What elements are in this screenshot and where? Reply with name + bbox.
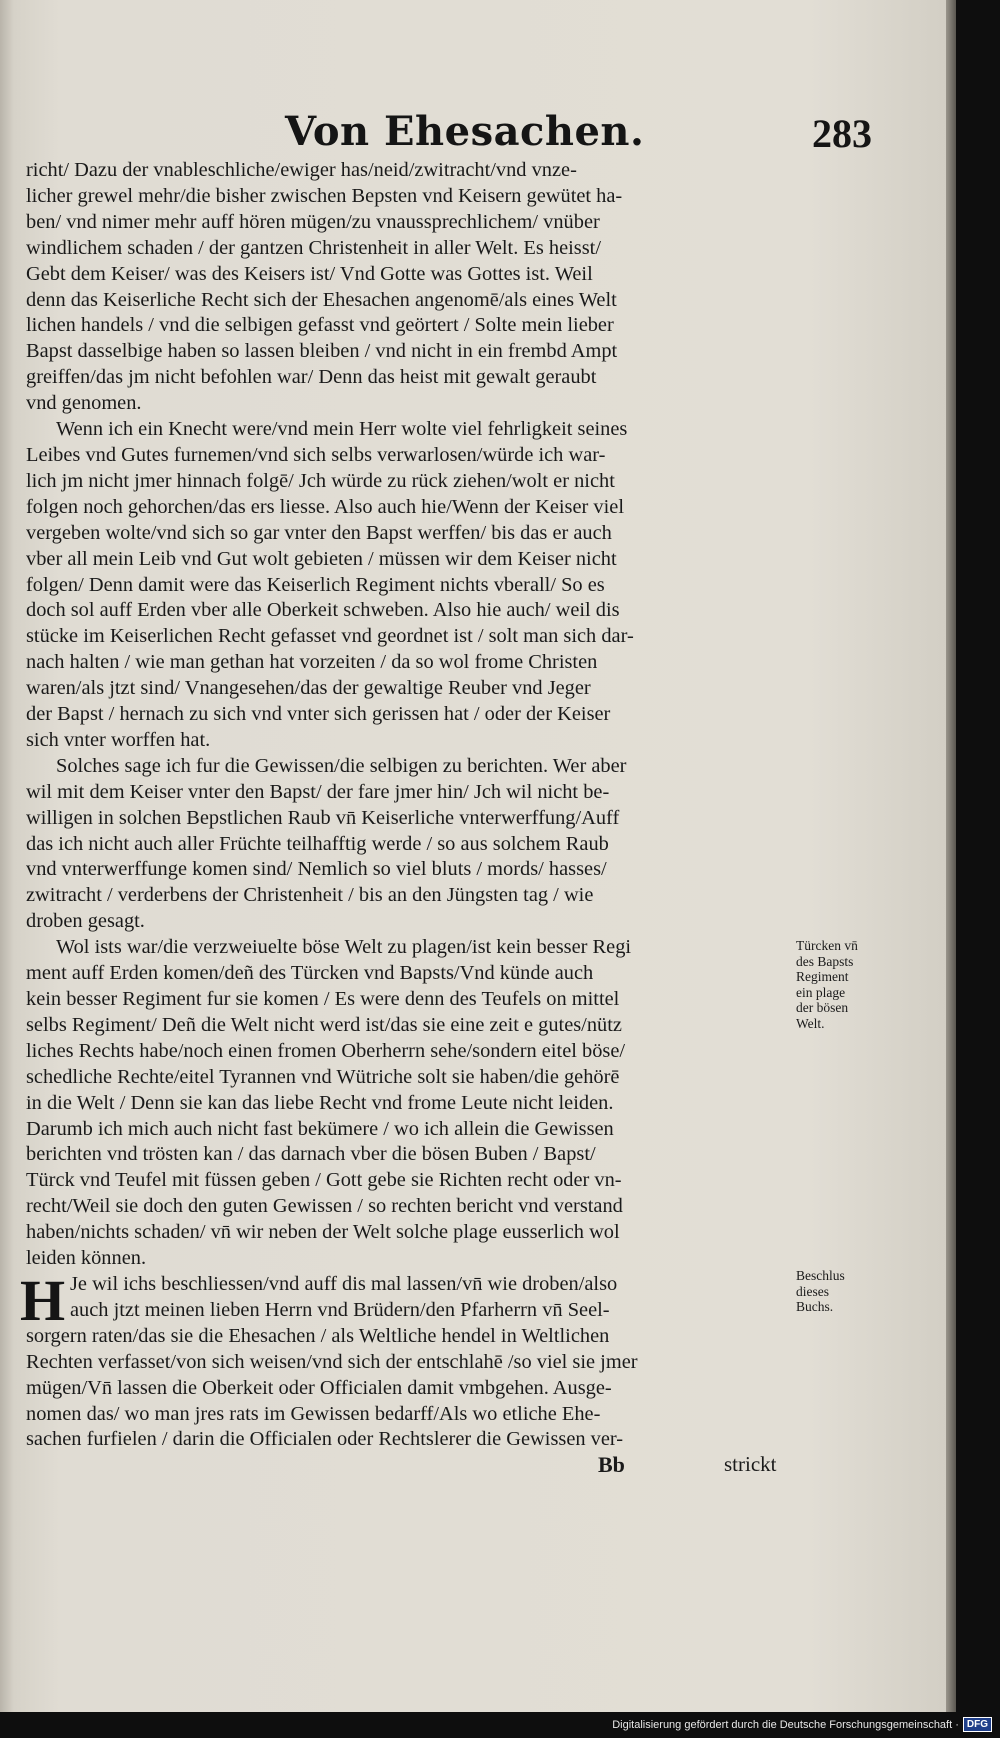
text-line: ben/ vnd nimer mehr auff hören mügen/zu vnaussprechlichem/ vnüber xyxy=(26,210,600,233)
margin-note-line: Regiment xyxy=(796,969,849,984)
text-line: haben/nichts schaden/ vn̄ wir neben der Welt solche plage eusserlich wol xyxy=(26,1221,620,1244)
text-line: greiffen/das jm nicht befohlen war/ Denn das heist mit gewalt geraubt xyxy=(26,366,597,389)
text-line: vnd genomen. xyxy=(26,392,142,415)
margin-note-line: ein plage xyxy=(796,984,846,1000)
text-line: windlichem schaden / der gantzen Christenheit in aller Welt. Es heisst/ xyxy=(26,236,601,259)
catchword: strickt xyxy=(724,1452,777,1476)
text-line: lichen handels / vnd die selbigen gefasst vnd geörtert / Solte mein lieber xyxy=(26,314,614,337)
text-line: Leibes vnd Gutes furnemen/vnd sich selbs verwarlosen/würde ich war- xyxy=(26,443,606,466)
margin-note-line: dieses xyxy=(796,1283,829,1299)
text-line: folgen noch gehorchen/das ers liesse. Also auch hie/Wenn der Keiser viel xyxy=(26,495,624,518)
text-line: recht/Weil sie doch den guten Gewissen / so rechten bericht vnd verstand xyxy=(26,1195,623,1218)
margin-note-line: Buchs. xyxy=(796,1299,834,1314)
text-line: doch sol auff Erden vber alle Oberkeit schweben. Also hie auch/ weil dis xyxy=(26,599,620,622)
text-line: sorgern raten/das sie die Ehesachen / als Weltliche hendel in Weltlichen xyxy=(26,1324,610,1347)
text-line: waren/als jtzt sind/ Vnangesehen/das der gewaltige Reuber vnd Jeger xyxy=(26,677,591,700)
margin-note-line: Türcken vn̄ xyxy=(796,938,858,953)
margin-note-line: der bösen xyxy=(796,1000,849,1015)
text-line: denn das Keiserliche Recht sich der Ehesachen angenomē/als eines Welt xyxy=(26,288,617,311)
text-line: nomen das/ wo man jres rats im Gewissen bedarff/Als wo etliche Ehe- xyxy=(26,1402,601,1425)
text-line: Darumb ich mich auch nicht fast bekümere / wo ich allein die Gewissen xyxy=(26,1117,614,1140)
signature-mark: Bb xyxy=(598,1452,625,1477)
page-edge xyxy=(946,0,956,1712)
text-line: droben gesagt. xyxy=(26,910,145,933)
credit-text: Digitalisierung gefördert durch die Deutsche Forschungsgemeinschaft · xyxy=(612,1718,959,1731)
text-line: wil mit dem Keiser vnter den Bapst/ der fare jmer hin/ Jch wil nicht be- xyxy=(26,780,610,803)
text-line: vnd vnterwerffunge komen sind/ Nemlich so viel bluts / mords/ hasses/ xyxy=(26,858,607,881)
margin-note-line: des Bapsts xyxy=(796,953,854,969)
text-line: lich jm nicht jmer hinnach folgē/ Jch würde zu rück ziehen/wolt er nicht xyxy=(26,469,615,492)
text-line: Bapst dasselbige haben so lassen bleiben / vnd nicht in ein frembd Ampt xyxy=(26,340,618,363)
dfg-logo: DFG xyxy=(963,1717,992,1732)
text-line: ment auff Erden komen/deñ des Türcken vnd Bapsts/Vnd künde auch xyxy=(26,962,594,985)
margin-note-line: Welt. xyxy=(796,1015,825,1031)
text-line: berichten vnd trösten kan / das darnach vber die bösen Buben / Bapst/ xyxy=(26,1143,596,1166)
text-line: kein besser Regiment fur sie komen / Es were denn des Teufels on mittel xyxy=(26,988,620,1010)
paragraph-start: Wenn ich ein Knecht were/vnd mein Herr wolte viel fehrligkeit seines xyxy=(56,418,628,441)
text-line: stücke im Keiserlichen Recht gefasset vnd geordnet ist / solt man sich dar- xyxy=(26,625,634,648)
running-title: Von Ehesachen. xyxy=(285,108,645,155)
text-line: auch jtzt meinen lieben Herrn vnd Brüdern/den Pfarherrn vn̄ Seel- xyxy=(70,1298,610,1321)
text-line: Gebt dem Keiser/ was des Keisers ist/ Vnd Gotte was Gottes ist. Weil xyxy=(26,262,593,285)
text-line: der Bapst / hernach zu sich vnd vnter sich gerissen hat / oder der Keiser xyxy=(26,703,611,726)
text-line: selbs Regiment/ Deñ die Welt nicht werd ist/das sie eine zeit e gutes/nütz xyxy=(26,1013,622,1036)
text-line: sachen furfielen / darin die Officialen oder Rechtslerer die Gewissen ver- xyxy=(26,1428,624,1451)
paragraph-start: Wol ists war/die verzweiuelte böse Welt zu plagen/ist kein besser Regi xyxy=(56,936,632,959)
text-line: liches Rechts habe/noch einen fromen Oberherrn sehe/sondern eitel böse/ xyxy=(26,1039,626,1062)
page-number: 283 xyxy=(812,111,872,156)
text-line: leiden können. xyxy=(26,1247,147,1270)
text-line: richt/ Dazu der vnableschliche/ewiger has/neid/zwitracht/vnd vnze- xyxy=(26,159,577,181)
margin-note-tuerken xyxy=(796,938,896,1031)
text-line: willigen in solchen Bepstlichen Raub vn̄ Keiserliche vnterwerffung/Auff xyxy=(26,806,620,829)
text-line: in die Welt / Denn sie kan das liebe Recht vnd frome Leute nicht leiden. xyxy=(26,1091,614,1114)
text-line: Rechten verfasset/von sich weisen/vnd sich der entschlahē /so viel sie jmer xyxy=(26,1350,638,1373)
paragraph-start: Solches sage ich fur die Gewissen/die selbigen zu berichten. Wer aber xyxy=(56,754,627,777)
body-text xyxy=(20,158,796,1453)
text-line: vber all mein Leib vnd Gut wolt gebieten / müssen wir dem Keiser nicht xyxy=(26,547,617,570)
margin-note-beschlus xyxy=(796,1268,896,1315)
text-line: Je wil ichs beschliessen/vnd auff dis mal lassen/vn̄ wie droben/also xyxy=(70,1272,618,1295)
text-line: zwitracht / verderbens der Christenheit / bis an den Jüngsten tag / wie xyxy=(26,884,594,907)
digitization-credit xyxy=(612,1717,992,1732)
text-line: sich vnter worffen hat. xyxy=(26,728,211,751)
text-line: folgen/ Denn damit were das Keiserlich Regiment nichts vberall/ So es xyxy=(26,573,605,596)
text-line: mügen/Vn̄ lassen die Oberkeit oder Officialen damit vmbgehen. Ausge- xyxy=(26,1376,612,1399)
drop-cap: H xyxy=(20,1267,66,1333)
text-line: nach halten / wie man gethan hat vorzeiten / da so wol frome Christen xyxy=(26,651,598,674)
text-line: schedliche Rechte/eitel Tyrannen vnd Wütriche solt sie haben/die gehörē xyxy=(26,1065,620,1088)
text-line: das ich nicht auch aller Früchte teilhafftig werde / so aus solchem Raub xyxy=(26,832,609,855)
text-line: Türck vnd Teufel mit füssen geben / Gott gebe sie Richten recht oder vn- xyxy=(26,1169,622,1192)
text-line: licher grewel mehr/die bisher zwischen Bepsten vnd Keisern gewütet ha- xyxy=(26,184,623,207)
margin-note-line: Beschlus xyxy=(796,1268,845,1283)
text-line: vergeben wolte/vnd sich so gar vnter den Bapst werffen/ bis das er auch xyxy=(26,521,612,544)
